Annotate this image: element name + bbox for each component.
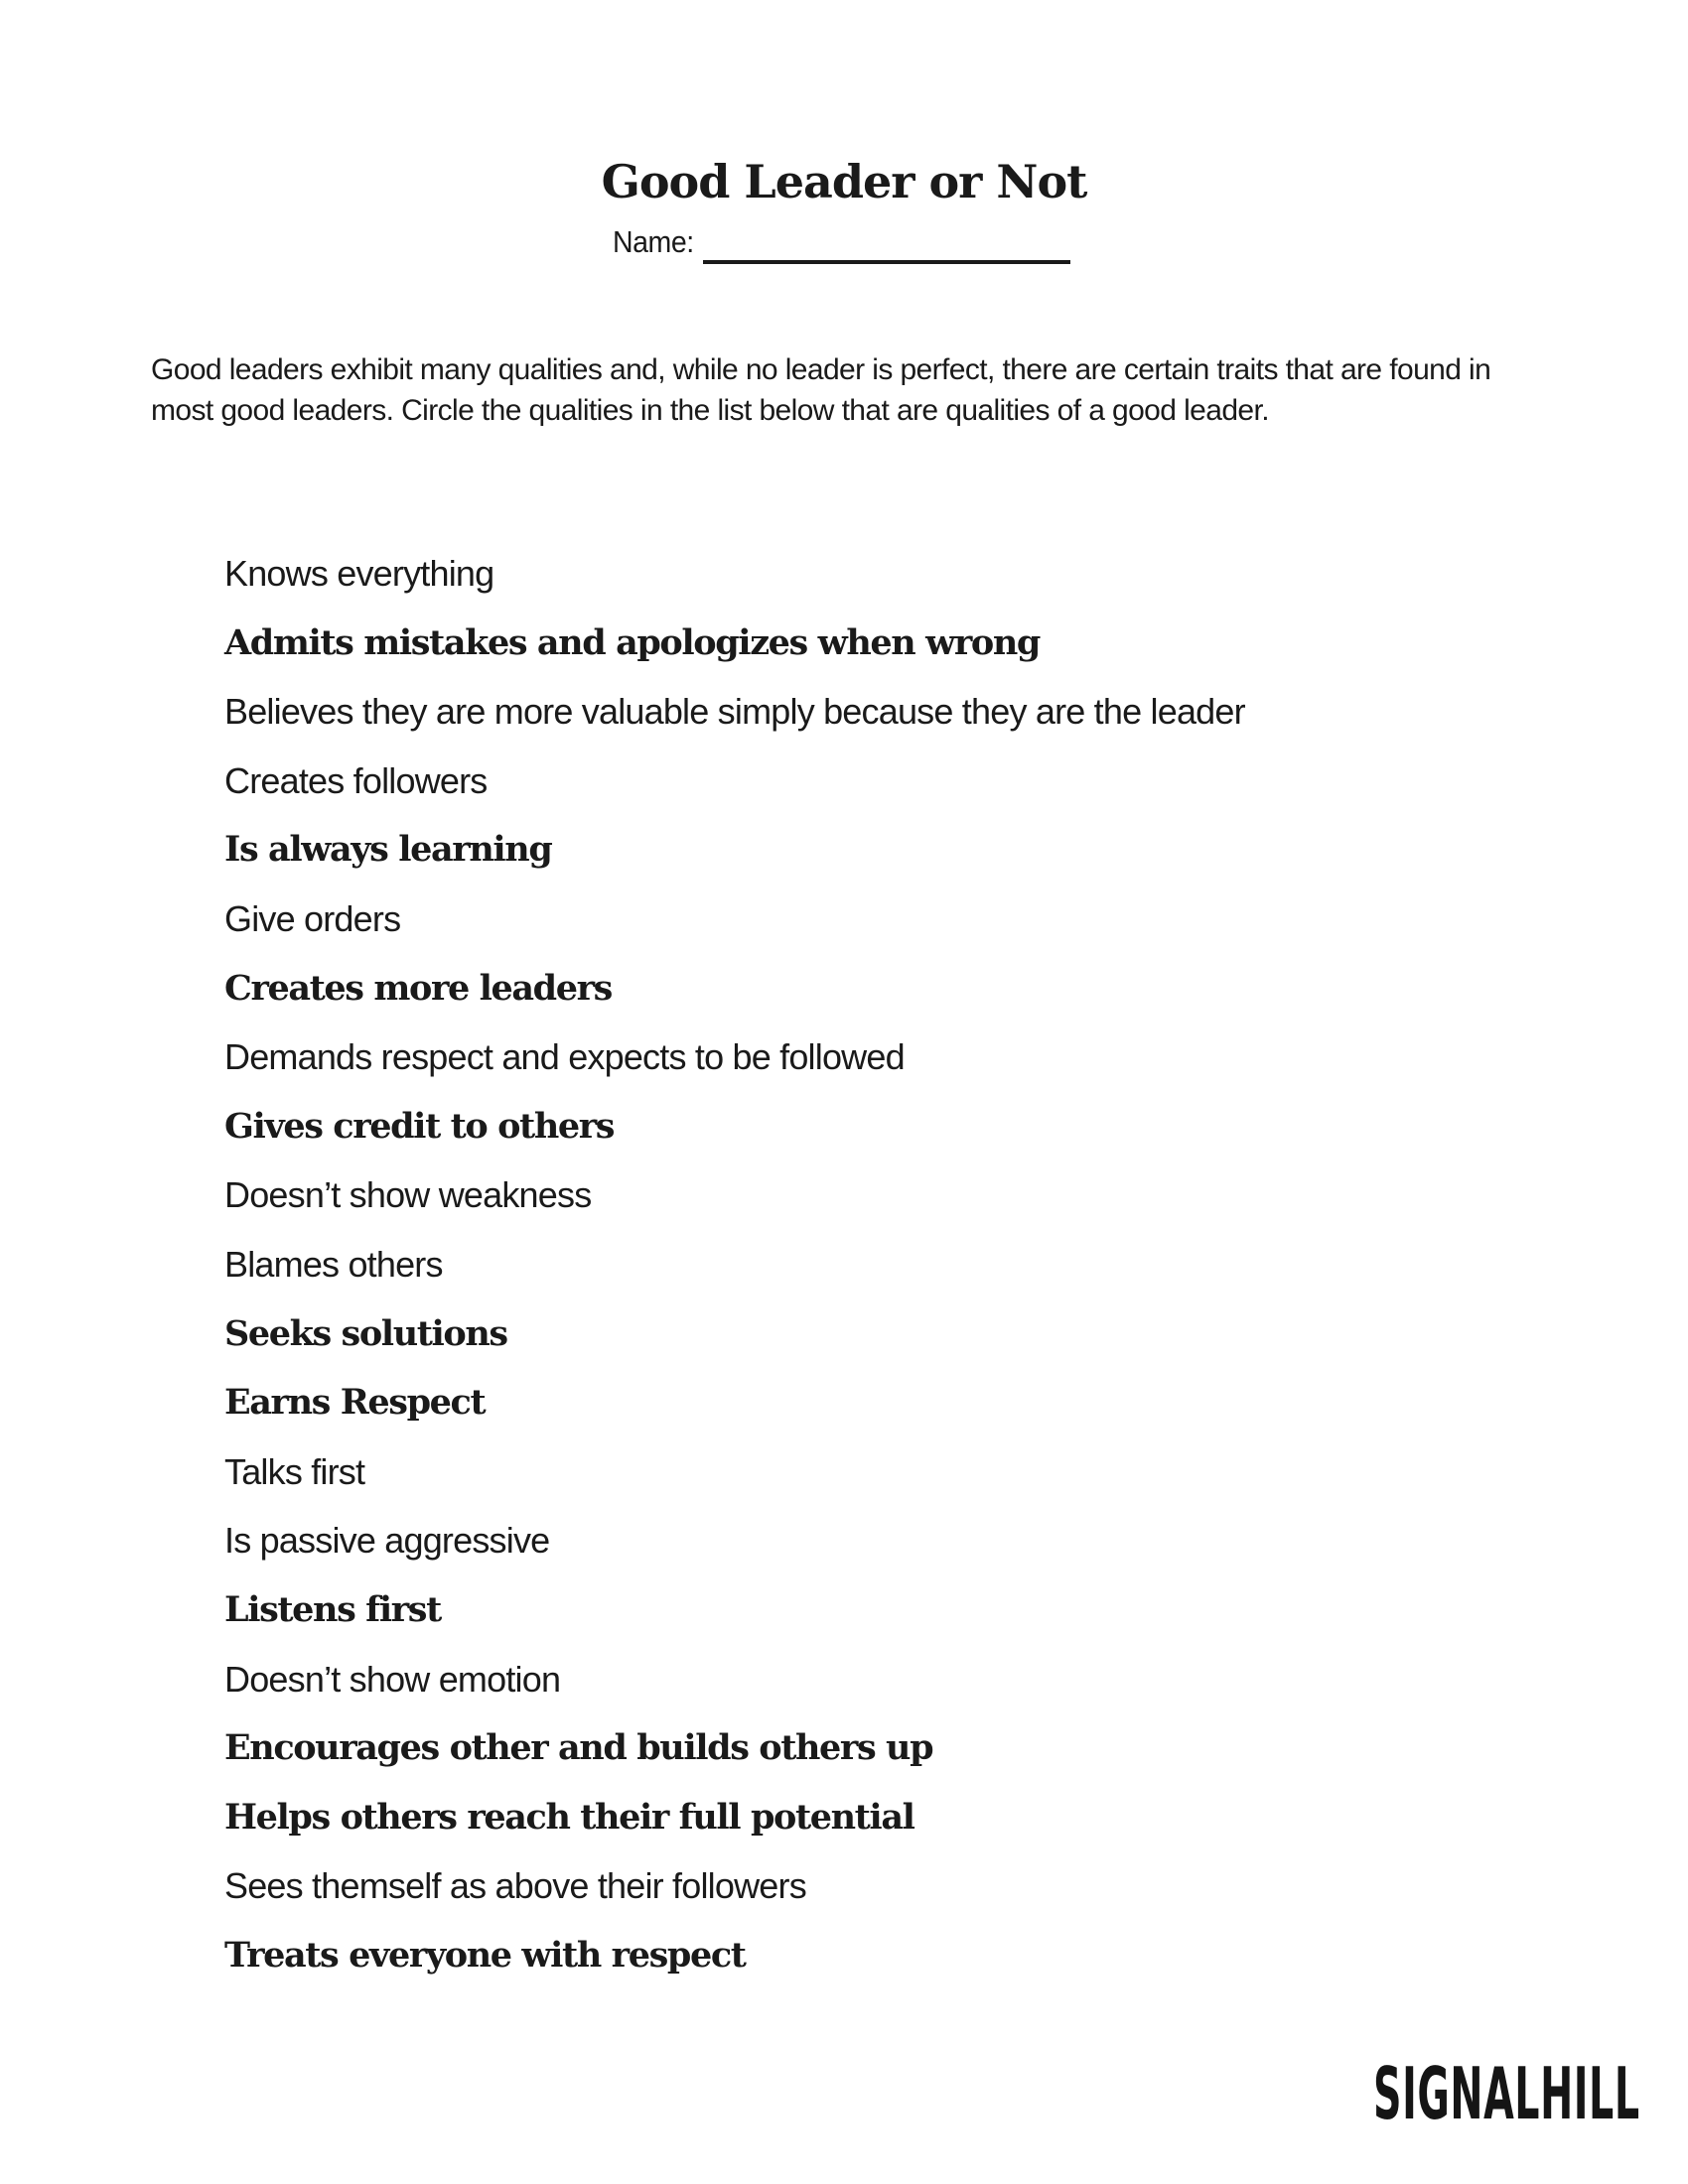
trait-item[interactable]: Is passive aggressive	[224, 1520, 550, 1562]
trait-item[interactable]: Blames others	[224, 1243, 443, 1285]
trait-item[interactable]: Is always learning	[224, 829, 552, 871]
trait-item[interactable]: Listens first	[224, 1588, 441, 1630]
page-title: Good Leader or Not	[601, 154, 1087, 208]
trait-item[interactable]: Give orders	[224, 897, 401, 939]
trait-item[interactable]: Sees themself as above their followers	[224, 1865, 806, 1907]
trait-item[interactable]: Gives credit to others	[224, 1105, 615, 1147]
name-field-row	[613, 216, 1070, 260]
trait-item[interactable]: Treats everyone with respect	[224, 1934, 746, 1976]
trait-item[interactable]: Seeks solutions	[224, 1312, 507, 1354]
name-label: Name:	[613, 224, 694, 259]
signalhill-logo: SIGNALHILL	[1373, 2052, 1640, 2135]
trait-item[interactable]: Creates followers	[224, 759, 488, 801]
trait-item[interactable]: Doesn’t show emotion	[224, 1658, 561, 1700]
trait-item[interactable]: Helps others reach their full potential	[224, 1796, 914, 1838]
trait-list	[224, 544, 1245, 1994]
name-blank-line[interactable]	[703, 260, 1070, 264]
trait-item[interactable]: Earns Respect	[224, 1382, 486, 1424]
trait-item[interactable]: Believes they are more valuable simply because they are the leader	[224, 691, 1245, 733]
trait-item[interactable]: Encourages other and builds others up	[224, 1727, 933, 1769]
trait-item[interactable]: Knows everything	[224, 553, 494, 594]
trait-item[interactable]: Demands respect and expects to be followed	[224, 1036, 905, 1078]
trait-item[interactable]: Doesn’t show weakness	[224, 1174, 592, 1216]
trait-item[interactable]: Creates more leaders	[224, 967, 612, 1009]
trait-item[interactable]: Admits mistakes and apologizes when wrong	[224, 621, 1040, 663]
instructions-paragraph: Good leaders exhibit many qualities and, while no leader is perfect, there are certain traits that are found in most good leaders. Circle the qualities in the list below that are qualities of a good leader.	[151, 353, 1491, 427]
trait-item[interactable]: Talks first	[224, 1450, 365, 1492]
